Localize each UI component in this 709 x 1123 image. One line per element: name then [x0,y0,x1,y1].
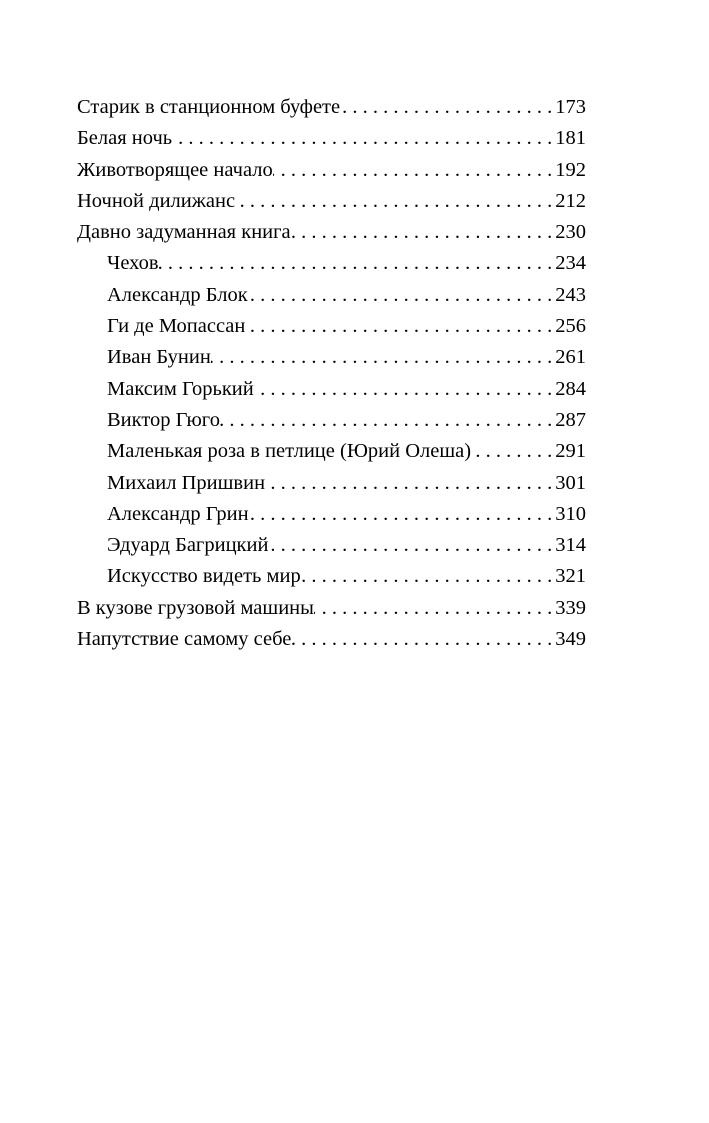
toc-entry-title: Александр Грин [107,502,249,525]
toc-subentry [77,374,586,405]
toc-dot-leader [249,499,556,530]
toc-dot-leader [254,374,556,405]
toc-entry-title: Искусство видеть мир [107,565,301,588]
toc-dot-leader [314,593,555,624]
toc-entry [77,624,586,655]
toc-entry-title: Виктор Гюго [107,408,220,431]
toc-subentry [77,468,586,499]
toc-page-number: 243 [555,283,586,306]
toc-entry-title: В кузове грузовой машины [77,596,314,619]
toc-entry-title: Михаил Пришвин [107,471,266,494]
toc-dot-leader [273,155,556,186]
toc-entry-title: Старик в станционном буфете [77,96,341,118]
toc-entry-title: Ги де Мопассан [107,315,246,338]
toc-entry-title: Давно задуманная книга [77,221,291,244]
toc-dot-leader [211,342,555,373]
toc-dot-leader [340,92,555,123]
toc-page-number: 284 [555,377,586,400]
toc-entry [77,92,586,123]
toc-page-number: 181 [555,127,586,150]
toc-entry-title: Эдуард Багрицкий [107,534,269,557]
toc-entry-title: Животворящее начало [77,158,273,181]
toc-entry [77,186,586,217]
toc-subentry [77,280,586,311]
toc-entry [77,155,586,186]
toc-dot-leader [265,468,555,499]
toc-page-number: 287 [555,408,586,431]
toc-dot-leader [268,530,555,561]
toc-entry-title: Александр Блок [107,283,248,306]
toc-dot-leader [172,123,555,154]
toc-page-number: 230 [555,221,586,244]
toc-dot-leader [291,624,555,655]
toc-entry-title: Маленькая роза в петлице (Юрий Олеша) [107,440,472,463]
toc-subentry [77,311,586,342]
toc-page-number: 349 [555,628,586,651]
toc-subentry [77,499,586,530]
toc-entry-title: Ночной дилижанс [77,189,236,212]
toc-dot-leader [471,436,555,467]
toc-entry [77,217,586,248]
toc-page-number: 192 [555,158,586,181]
toc-dot-leader [248,280,556,311]
toc-entry-title: Чехов [107,252,159,275]
toc-subentry [77,561,586,592]
toc-page-number: 339 [555,596,586,619]
toc-dot-leader [235,186,555,217]
toc-subentry [77,405,586,436]
table-of-contents [77,92,586,655]
toc-page-number: 321 [555,565,586,588]
toc-page-number: 310 [555,502,586,525]
toc-entry [77,123,586,154]
toc-page-number: 234 [555,252,586,275]
toc-subentry [77,342,586,373]
toc-entry-title: Белая ночь [77,127,173,150]
toc-page-number: 291 [555,440,586,463]
toc-entry [77,593,586,624]
toc-entry-title: Максим Горький [107,377,254,400]
toc-page-number: 261 [555,346,586,369]
toc-dot-leader [159,248,556,279]
toc-entry-title: Иван Бунин [107,346,211,369]
toc-subentry [77,530,586,561]
toc-page-number: 301 [555,471,586,494]
toc-subentry [77,436,586,467]
toc-page-number: 173 [555,96,586,118]
toc-page-number: 212 [555,189,586,212]
toc-dot-leader [245,311,555,342]
toc-page-number: 314 [555,534,586,557]
toc-subentry [77,248,586,279]
toc-entry-title: Напутствие самому себе [77,628,292,651]
toc-page-number: 256 [555,315,586,338]
toc-dot-leader [291,217,556,248]
toc-dot-leader [220,405,555,436]
toc-dot-leader [301,561,556,592]
